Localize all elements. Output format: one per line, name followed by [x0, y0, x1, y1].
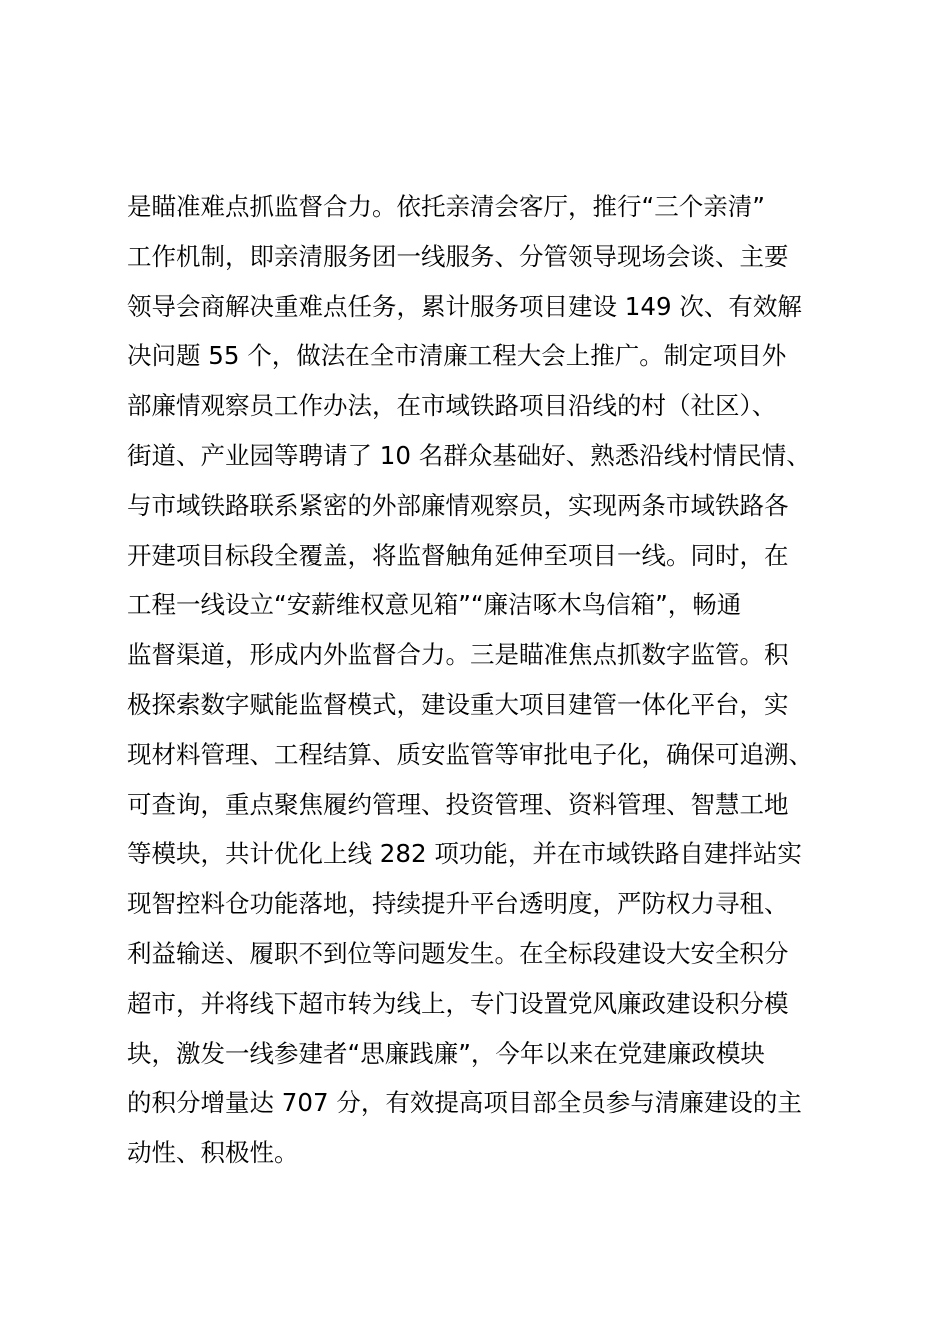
text-line: 超市，并将线下超市转为线上，专门设置党风廉政建设积分模: [127, 988, 789, 1018]
body-paragraph: [127, 182, 847, 1178]
text-line: 极探索数字赋能监督模式，建设重大项目建管一体化平台，实: [127, 689, 789, 719]
text-line: 可查询，重点聚焦履约管理、投资管理、资料管理、智慧工地: [127, 789, 789, 819]
text-line: 领导会商解决重难点任务，累计服务项目建设 149 次、有效解: [127, 291, 802, 321]
text-line: 开建项目标段全覆盖，将监督触角延伸至项目一线。同时，在: [127, 540, 789, 570]
text-line: 等模块，共计优化上线 282 项功能，并在市域铁路自建拌站实: [127, 839, 802, 869]
text-line: 利益输送、履职不到位等问题发生。在全标段建设大安全积分: [127, 938, 789, 968]
text-line: 工作机制，即亲清服务团一线服务、分管领导现场会谈、主要: [127, 241, 789, 271]
text-line: 的积分增量达 707 分，有效提高项目部全员参与清廉建设的主: [127, 1088, 802, 1118]
text-line: 工程一线设立“安薪维权意见箱”“廉洁啄木鸟信箱”，畅通: [127, 590, 742, 620]
text-line: 部廉情观察员工作办法，在市域铁路项目沿线的村（社区）、: [127, 391, 777, 421]
text-line: 决问题 55 个，做法在全市清廉工程大会上推广。制定项目外: [127, 341, 787, 371]
text-line: 是瞄准难点抓监督合力。依托亲清会客厅，推行“三个亲清”: [127, 192, 765, 221]
text-line: 动性、积极性。: [127, 1138, 299, 1168]
text-line: 现智控料仓功能落地，持续提升平台透明度，严防权力寻租、: [127, 889, 789, 919]
text-line: 现材料管理、工程结算、质安监管等审批电子化，确保可追溯、: [127, 739, 813, 769]
text-line: 与市域铁路联系紧密的外部廉情观察员，实现两条市域铁路各: [127, 490, 789, 520]
text-line: 块，激发一线参建者“思廉践廉”，今年以来在党建廉政模块: [127, 1038, 765, 1068]
text-line: 监督渠道，形成内外监督合力。三是瞄准焦点抓数字监管。积: [127, 640, 789, 670]
text-line: 街道、产业园等聘请了 10 名群众基础好、熟悉沿线村情民情、: [127, 440, 811, 470]
